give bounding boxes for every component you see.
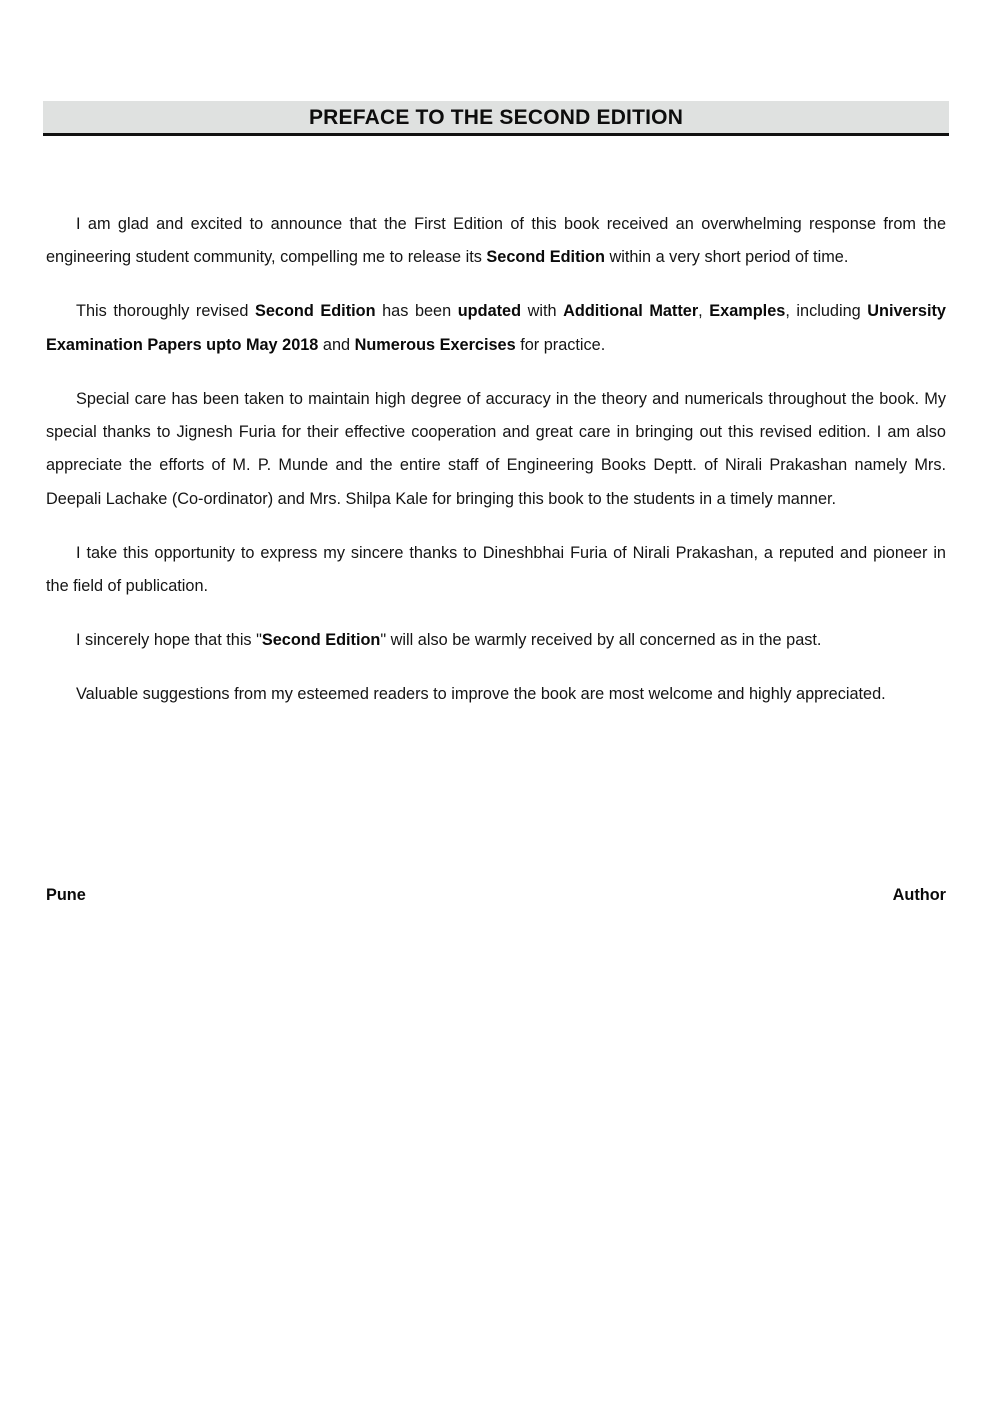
emphasized-text: Examples xyxy=(709,302,786,321)
preface-body xyxy=(46,208,946,732)
emphasized-text: University Examination Papers upto May 2018 xyxy=(46,302,946,354)
preface-paragraph xyxy=(46,678,946,711)
paragraph-text: Valuable suggestions from my esteemed readers to improve the book are most welcome and highly appreciated. xyxy=(76,684,886,703)
paragraph-text: with xyxy=(521,302,564,321)
paragraph-text: , including xyxy=(785,302,868,321)
paragraph-text: " will also be warmly received by all concerned as in the past. xyxy=(380,631,822,650)
signature-author: Author xyxy=(892,886,946,904)
emphasized-text: Second Edition xyxy=(261,631,381,650)
signature-place: Pune xyxy=(46,886,86,904)
emphasized-text: Numerous Exercises xyxy=(354,335,516,354)
emphasized-text: updated xyxy=(457,302,522,321)
paragraph-text: within a very short period of time. xyxy=(604,248,849,267)
title-banner xyxy=(43,101,949,136)
paragraph-text: This thoroughly revised xyxy=(76,302,255,321)
preface-paragraph xyxy=(46,208,946,275)
preface-paragraph xyxy=(46,624,946,657)
paragraph-text: , xyxy=(698,302,710,321)
paragraph-text: I am glad and excited to announce that the First Edition of this book received an overwhelming response from the engineering student community, compelling me to release its xyxy=(46,215,946,267)
page-title: PREFACE TO THE SECOND EDITION xyxy=(308,106,684,129)
emphasized-text: Additional Matter xyxy=(563,302,699,321)
preface-paragraph xyxy=(46,537,946,604)
paragraph-text: for practice. xyxy=(515,335,606,354)
paragraph-text: I sincerely hope that this " xyxy=(76,631,262,650)
paragraph-text: I take this opportunity to express my sincere thanks to Dineshbhai Furia of Nirali Prakashan, a reputed and pioneer in the field of publication. xyxy=(46,543,946,596)
signature-row xyxy=(46,886,946,905)
preface-paragraph xyxy=(46,295,946,362)
emphasized-text: Second Edition xyxy=(486,248,605,267)
preface-paragraph xyxy=(46,383,946,517)
emphasized-text: Second Edition xyxy=(255,302,376,321)
paragraph-text: and xyxy=(318,335,355,354)
paragraph-text: Special care has been taken to maintain high degree of accuracy in the theory and numericals throughout the book. My special thanks to Jignesh Furia for their effective cooperation and great care in bringing out this revised edition. I am also appreciate the efforts of M. P. Munde and the entire staff of Engineering Books Deptt. of Nirali Prakashan namely Mrs. Deepali Lachake (Co-ordinator) and Mrs. Shilpa Kale for bringing this book to the students in a timely manner. xyxy=(46,389,946,508)
paragraph-text: has been xyxy=(375,302,458,321)
